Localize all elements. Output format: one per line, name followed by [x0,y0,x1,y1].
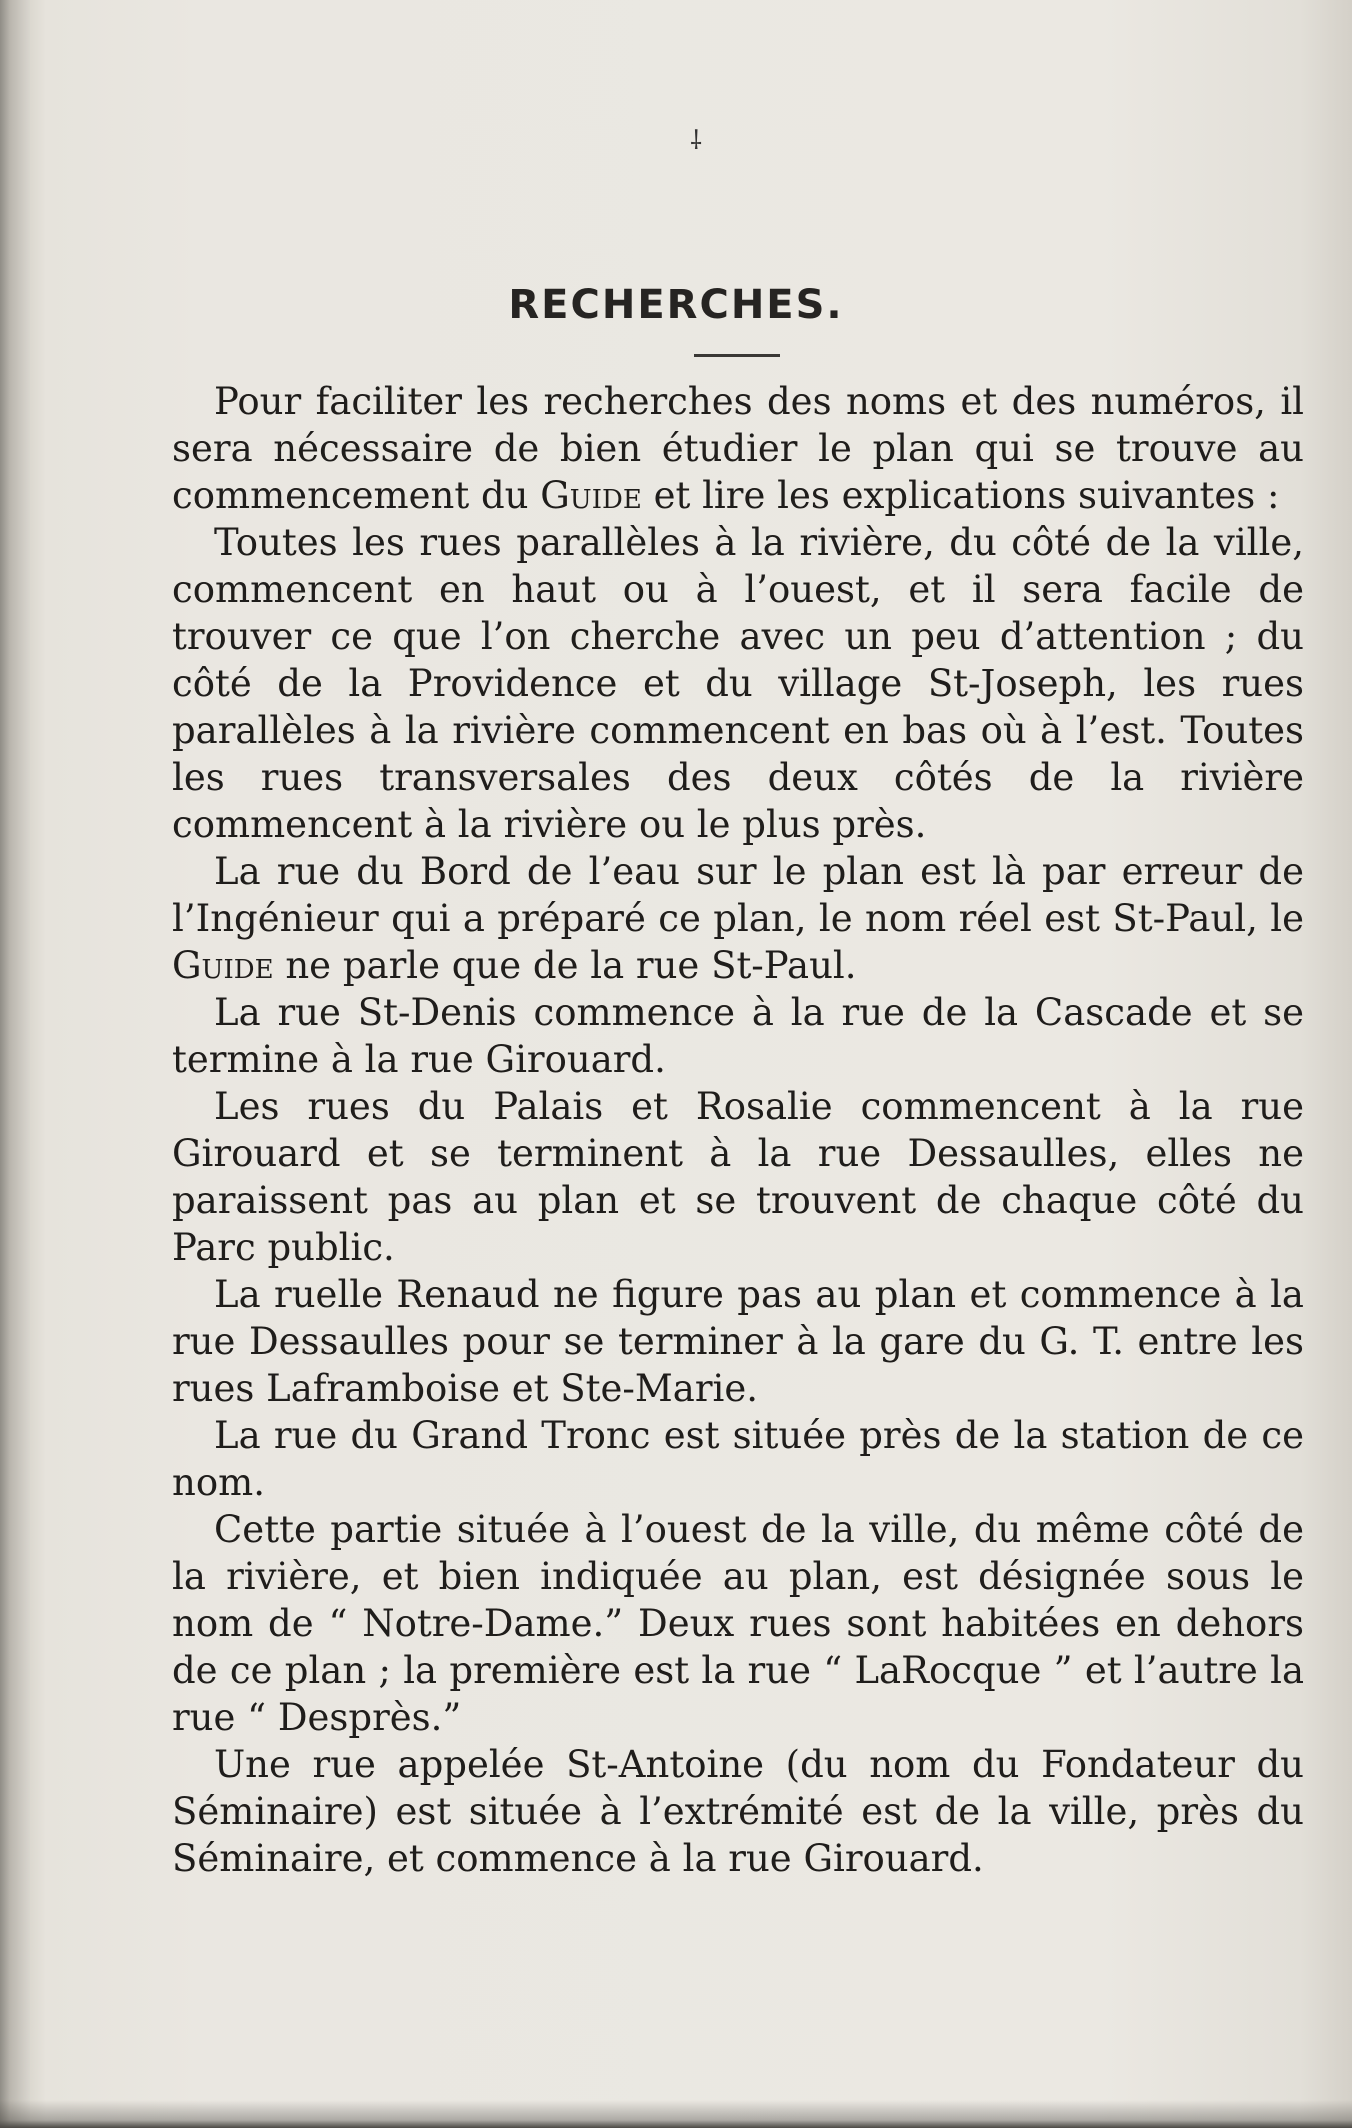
paragraph-9: Une rue appelée St-Antoine (du nom du Fondateur du Séminaire) est située à l’extrémité est de la ville, près du Séminaire, et commence à la rue Girouard. [172,1743,1304,1880]
paragraph-8: Cette partie située à l’ouest de la ville, du même côté de la rivière, et bien indiquée au plan, est désignée sous le nom de “ Notre-Dame.” Deux rues sont habitées en dehors de ce plan ; la première est la rue “ LaRocque ” et l’autre la rue “ Desprès.” [172,1508,1304,1739]
paragraph-1: Pour faciliter les recherches des noms et des numéros, il sera nécessaire de bien étudier le plan qui se trouve au commencement du Guide et lire les explications suivantes : [172,380,1304,517]
paragraph-3: La rue du Bord de l’eau sur le plan est là par erreur de l’Ingénieur qui a préparé ce plan, le nom réel est St-Paul, le Guide ne parle que de la rue St-Paul. [172,850,1304,987]
paragraph-6: La ruelle Renaud ne figure pas au plan et commence à la rue Dessaulles pour se terminer à la gare du G. T. entre les rues Laframboise et Ste-Marie. [172,1273,1304,1410]
page-title: RECHERCHES. [508,282,844,328]
body-text [172,378,1304,1882]
paragraph-7: La rue du Grand Tronc est située près de la station de ce nom. [172,1414,1304,1504]
page-bottom-edge [0,2100,1352,2128]
guide-word: Guide [172,944,274,987]
guide-word: Guide [540,474,642,517]
printer-mark-icon: ⸸ [690,126,703,156]
paragraph-4: La rue St-Denis commence à la rue de la Cascade et se termine à la rue Girouard. [172,991,1304,1081]
paragraph-2: Toutes les rues parallèles à la rivière, du côté de la ville, commencent en haut ou à l’ouest, et il sera facile de trouver ce que l’on cherche avec un peu d’attention ; du côté de la Providence et du village St-Joseph, les rues parallèles à la rivière commencent en bas où à l’est. Toutes les rues transversales des deux côtés de la rivière commencent à la rivière ou le plus près. [172,521,1304,846]
paragraph-5: Les rues du Palais et Rosalie commencent à la rue Girouard et se terminent à la rue Dessaulles, elles ne paraissent pas au plan et se trouvent de chaque côté du Parc public. [172,1085,1304,1269]
title-divider [694,354,780,357]
